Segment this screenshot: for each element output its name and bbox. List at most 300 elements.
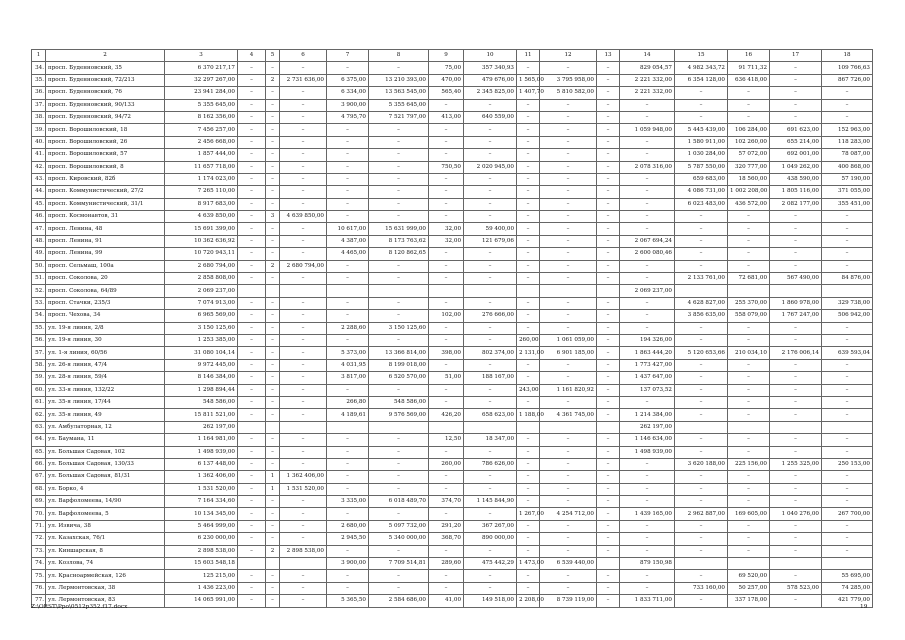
value-cell: 548 586,00 <box>165 396 238 408</box>
value-cell: – <box>770 87 822 99</box>
value-cell: – <box>728 334 770 346</box>
value-cell: – <box>238 87 266 99</box>
value-cell: 260,00 <box>429 458 464 470</box>
value-cell: – <box>517 582 540 594</box>
value-cell: – <box>280 235 327 247</box>
value-cell: 57 190,00 <box>822 173 873 185</box>
address-cell: ул. 26-я линия, 47/4 <box>46 359 165 371</box>
value-cell: – <box>517 161 540 173</box>
value-cell: – <box>266 446 280 458</box>
value-cell: – <box>464 211 517 223</box>
value-cell: 74 285,00 <box>822 582 873 594</box>
value-cell: – <box>266 533 280 545</box>
value-cell: – <box>597 570 620 582</box>
value-cell: 1 531 520,00 <box>280 483 327 495</box>
value-cell: – <box>429 396 464 408</box>
value-cell: – <box>597 136 620 148</box>
value-cell: – <box>429 248 464 260</box>
column-number: 9 <box>429 50 464 62</box>
value-cell: – <box>597 223 620 235</box>
value-cell: – <box>266 347 280 359</box>
value-cell: 109 766,63 <box>822 62 873 74</box>
column-number-row <box>32 50 873 62</box>
table-row <box>32 99 873 111</box>
value-cell: – <box>464 359 517 371</box>
value-cell: – <box>464 396 517 408</box>
value-cell: – <box>266 223 280 235</box>
address-cell: ул. 19-я линия, 2/8 <box>46 322 165 334</box>
value-cell: 367 267,00 <box>464 520 517 532</box>
column-number: 3 <box>165 50 238 62</box>
value-cell: – <box>770 434 822 446</box>
value-cell: 1 473,00 <box>517 558 540 570</box>
value-cell: – <box>327 446 369 458</box>
value-cell: – <box>266 520 280 532</box>
table-row <box>32 384 873 396</box>
value-cell: – <box>540 149 597 161</box>
value-cell: – <box>327 186 369 198</box>
value-cell: 2 945,50 <box>327 533 369 545</box>
table-row <box>32 111 873 123</box>
value-cell: – <box>327 198 369 210</box>
value-cell: 565,40 <box>429 87 464 99</box>
value-cell: – <box>620 545 675 557</box>
value-cell: – <box>327 62 369 74</box>
row-number: 52. <box>32 285 46 297</box>
value-cell: – <box>675 409 728 421</box>
table-row <box>32 458 873 470</box>
address-cell: просп. Космонавтов, 31 <box>46 211 165 223</box>
value-cell: – <box>597 434 620 446</box>
value-cell: – <box>369 297 429 309</box>
value-cell: – <box>675 260 728 272</box>
value-cell: – <box>238 471 266 483</box>
row-number: 57. <box>32 347 46 359</box>
value-cell: – <box>540 297 597 309</box>
value-cell: 829 054,57 <box>620 62 675 74</box>
value-cell: – <box>728 223 770 235</box>
value-cell: – <box>675 545 728 557</box>
value-cell: – <box>597 99 620 111</box>
value-cell: – <box>464 582 517 594</box>
value-cell: 57 072,00 <box>728 149 770 161</box>
value-cell: – <box>597 149 620 161</box>
value-cell: 4 982 343,72 <box>675 62 728 74</box>
value-cell: – <box>238 483 266 495</box>
value-cell: – <box>238 458 266 470</box>
value-cell: 1 255 325,00 <box>770 458 822 470</box>
value-cell: 6 354 128,00 <box>675 74 728 86</box>
value-cell: 6 375,00 <box>327 74 369 86</box>
value-cell: 368,70 <box>429 533 464 545</box>
value-cell: 2 680 794,00 <box>165 260 238 272</box>
value-cell: 75,00 <box>429 62 464 74</box>
value-cell: 2 067 694,24 <box>620 235 675 247</box>
value-cell: – <box>597 396 620 408</box>
value-cell: – <box>728 211 770 223</box>
value-cell: 8 146 384,00 <box>165 372 238 384</box>
value-cell: 18 347,00 <box>464 434 517 446</box>
value-cell: – <box>280 396 327 408</box>
value-cell: – <box>327 384 369 396</box>
value-cell: – <box>675 520 728 532</box>
value-cell: – <box>369 62 429 74</box>
value-cell <box>266 285 280 297</box>
value-cell <box>728 421 770 433</box>
value-cell: 4 628 827,00 <box>675 297 728 309</box>
value-cell: – <box>675 248 728 260</box>
value-cell: – <box>597 186 620 198</box>
value-cell: – <box>266 396 280 408</box>
value-cell: – <box>597 545 620 557</box>
row-number: 70. <box>32 508 46 520</box>
value-cell: – <box>464 508 517 520</box>
value-cell: 558 079,00 <box>728 310 770 322</box>
value-cell: 152 963,00 <box>822 124 873 136</box>
value-cell: 2 898 538,00 <box>280 545 327 557</box>
value-cell: – <box>620 111 675 123</box>
value-cell: – <box>770 111 822 123</box>
value-cell: 337 178,00 <box>728 595 770 607</box>
value-cell: – <box>728 483 770 495</box>
value-cell: – <box>369 260 429 272</box>
value-cell: – <box>728 409 770 421</box>
value-cell: – <box>238 570 266 582</box>
value-cell: 636 418,00 <box>728 74 770 86</box>
value-cell: – <box>464 297 517 309</box>
value-cell: – <box>369 446 429 458</box>
value-cell: – <box>540 322 597 334</box>
row-number: 56. <box>32 334 46 346</box>
value-cell: – <box>770 570 822 582</box>
value-cell: 3 817,00 <box>327 372 369 384</box>
value-cell: – <box>464 273 517 285</box>
value-cell: – <box>266 458 280 470</box>
value-cell: – <box>327 273 369 285</box>
value-cell: – <box>597 471 620 483</box>
value-cell: – <box>238 434 266 446</box>
value-cell: 3 900,00 <box>327 558 369 570</box>
value-cell: 1 174 023,00 <box>165 173 238 185</box>
value-cell: 2 600 080,46 <box>620 248 675 260</box>
value-cell: 10 362 636,92 <box>165 235 238 247</box>
value-cell: – <box>327 508 369 520</box>
value-cell <box>369 421 429 433</box>
value-cell: – <box>464 124 517 136</box>
value-cell: 479 676,00 <box>464 74 517 86</box>
value-cell: – <box>540 372 597 384</box>
value-cell: 5 355 645,00 <box>165 99 238 111</box>
value-cell: 1 498 939,00 <box>620 446 675 458</box>
value-cell: 2 584 686,00 <box>369 595 429 607</box>
value-cell: – <box>620 322 675 334</box>
table-row <box>32 496 873 508</box>
value-cell: – <box>540 496 597 508</box>
value-cell: – <box>327 334 369 346</box>
value-cell: – <box>238 582 266 594</box>
value-cell: – <box>822 322 873 334</box>
value-cell: 1 214 384,00 <box>620 409 675 421</box>
value-cell: 102,00 <box>429 310 464 322</box>
value-cell: – <box>327 149 369 161</box>
value-cell: 3 150 125,60 <box>369 322 429 334</box>
value-cell: – <box>280 248 327 260</box>
row-number: 45. <box>32 198 46 210</box>
value-cell: 13 563 545,00 <box>369 87 429 99</box>
row-number: 69. <box>32 496 46 508</box>
value-cell: 59 400,00 <box>464 223 517 235</box>
value-cell: 355 451,00 <box>822 198 873 210</box>
value-cell: 6 230 000,00 <box>165 533 238 545</box>
row-number: 59. <box>32 372 46 384</box>
value-cell: 421 779,00 <box>822 595 873 607</box>
value-cell: 260,00 <box>517 334 540 346</box>
value-cell: – <box>597 384 620 396</box>
value-cell: 276 666,00 <box>464 310 517 322</box>
table-row <box>32 471 873 483</box>
value-cell: 786 626,00 <box>464 458 517 470</box>
address-cell: ул. 35-я линия, 17/44 <box>46 396 165 408</box>
value-cell: – <box>540 446 597 458</box>
value-cell: 255 370,00 <box>728 297 770 309</box>
value-cell: – <box>770 359 822 371</box>
column-number: 18 <box>822 50 873 62</box>
value-cell: – <box>266 595 280 607</box>
value-cell <box>597 421 620 433</box>
value-cell: – <box>728 99 770 111</box>
value-cell: – <box>369 149 429 161</box>
value-cell: – <box>280 111 327 123</box>
value-cell: – <box>266 372 280 384</box>
value-cell: – <box>238 223 266 235</box>
value-cell: – <box>369 310 429 322</box>
value-cell: – <box>327 161 369 173</box>
value-cell: – <box>540 124 597 136</box>
value-cell: – <box>369 384 429 396</box>
table-row <box>32 149 873 161</box>
value-cell: – <box>540 570 597 582</box>
value-cell: – <box>280 297 327 309</box>
value-cell: – <box>429 297 464 309</box>
value-cell: – <box>238 136 266 148</box>
value-cell: – <box>238 273 266 285</box>
value-cell: – <box>266 310 280 322</box>
address-cell: просп. Ленина, 48 <box>46 223 165 235</box>
value-cell: – <box>280 582 327 594</box>
value-cell: – <box>675 334 728 346</box>
value-cell: – <box>540 520 597 532</box>
value-cell: – <box>597 533 620 545</box>
value-cell: 655 214,00 <box>770 136 822 148</box>
column-number: 16 <box>728 50 770 62</box>
table-row <box>32 198 873 210</box>
address-cell: просп. Сельмаш, 100а <box>46 260 165 272</box>
value-cell: – <box>620 186 675 198</box>
value-cell <box>280 421 327 433</box>
value-cell: 84 876,00 <box>822 273 873 285</box>
address-cell: ул. Борко, 4 <box>46 483 165 495</box>
value-cell: 1 061 059,00 <box>540 334 597 346</box>
value-cell: – <box>540 198 597 210</box>
value-cell <box>327 421 369 433</box>
table-row <box>32 260 873 272</box>
value-cell: – <box>517 235 540 247</box>
value-cell: – <box>770 322 822 334</box>
value-cell: – <box>327 260 369 272</box>
value-cell: – <box>369 471 429 483</box>
value-cell: – <box>327 458 369 470</box>
value-cell <box>675 558 728 570</box>
value-cell: – <box>517 99 540 111</box>
value-cell: – <box>280 347 327 359</box>
address-cell: просп. Кировский, 82б <box>46 173 165 185</box>
value-cell: – <box>675 87 728 99</box>
value-cell: – <box>369 273 429 285</box>
value-cell: 51,00 <box>429 372 464 384</box>
value-cell: – <box>540 223 597 235</box>
value-cell: 1 164 981,00 <box>165 434 238 446</box>
row-number: 49. <box>32 248 46 260</box>
value-cell: 31 080 104,14 <box>165 347 238 359</box>
value-cell: – <box>238 372 266 384</box>
value-cell: – <box>238 124 266 136</box>
value-cell: – <box>429 322 464 334</box>
value-cell: – <box>822 533 873 545</box>
value-cell: – <box>429 211 464 223</box>
value-cell: – <box>238 496 266 508</box>
value-cell: 10 617,00 <box>327 223 369 235</box>
value-cell: – <box>266 570 280 582</box>
value-cell: 1 002 208,00 <box>728 186 770 198</box>
value-cell: – <box>280 186 327 198</box>
value-cell: 169 605,00 <box>728 508 770 520</box>
value-cell: – <box>728 446 770 458</box>
value-cell: – <box>517 198 540 210</box>
value-cell: – <box>822 359 873 371</box>
value-cell: – <box>597 496 620 508</box>
table-row <box>32 136 873 148</box>
table-row <box>32 446 873 458</box>
value-cell: – <box>517 396 540 408</box>
value-cell: 8 162 356,00 <box>165 111 238 123</box>
value-cell <box>280 285 327 297</box>
value-cell: – <box>770 496 822 508</box>
address-cell: ул. 1-я линия, 60/56 <box>46 347 165 359</box>
value-cell: 548 586,00 <box>369 396 429 408</box>
value-cell: – <box>369 173 429 185</box>
value-cell: – <box>540 235 597 247</box>
value-cell: – <box>675 111 728 123</box>
value-cell: 4 639 850,00 <box>165 211 238 223</box>
table-row <box>32 235 873 247</box>
value-cell: – <box>597 173 620 185</box>
value-cell: – <box>327 570 369 582</box>
value-cell: – <box>266 124 280 136</box>
value-cell: – <box>597 161 620 173</box>
value-cell: – <box>540 173 597 185</box>
value-cell <box>429 421 464 433</box>
value-cell: 1 407,70 <box>517 87 540 99</box>
column-number: 10 <box>464 50 517 62</box>
address-cell: просп. Буденновский, 35 <box>46 62 165 74</box>
value-cell: – <box>429 483 464 495</box>
value-cell: 470,00 <box>429 74 464 86</box>
value-cell: – <box>266 322 280 334</box>
value-cell: – <box>728 545 770 557</box>
value-cell: – <box>597 273 620 285</box>
row-number: 64. <box>32 434 46 446</box>
value-cell: – <box>369 161 429 173</box>
value-cell: – <box>822 99 873 111</box>
value-cell: – <box>266 508 280 520</box>
value-cell: – <box>620 211 675 223</box>
value-cell: 1 145 844,90 <box>464 496 517 508</box>
table-row <box>32 285 873 297</box>
value-cell <box>517 421 540 433</box>
value-cell: 1 833 711,00 <box>620 595 675 607</box>
value-cell: 5 355 645,00 <box>369 99 429 111</box>
value-cell: 2 208,00 <box>517 595 540 607</box>
table-row <box>32 297 873 309</box>
value-cell: 10 720 943,11 <box>165 248 238 260</box>
value-cell: 374,70 <box>429 496 464 508</box>
value-cell: – <box>517 124 540 136</box>
value-cell: – <box>464 471 517 483</box>
value-cell: – <box>429 508 464 520</box>
value-cell: – <box>620 136 675 148</box>
value-cell: – <box>369 508 429 520</box>
value-cell: – <box>728 359 770 371</box>
column-number: 5 <box>266 50 280 62</box>
row-number: 41. <box>32 149 46 161</box>
value-cell: 7 521 797,00 <box>369 111 429 123</box>
value-cell: – <box>266 297 280 309</box>
value-cell: – <box>429 198 464 210</box>
value-cell: – <box>517 149 540 161</box>
value-cell: 1 863 444,20 <box>620 347 675 359</box>
value-cell: 289,60 <box>429 558 464 570</box>
value-cell: – <box>540 359 597 371</box>
value-cell: – <box>266 136 280 148</box>
address-cell: ул. Красноармейская, 126 <box>46 570 165 582</box>
value-cell: – <box>517 483 540 495</box>
value-cell: – <box>238 359 266 371</box>
value-cell: – <box>597 334 620 346</box>
value-cell: 398,00 <box>429 347 464 359</box>
value-cell: – <box>770 211 822 223</box>
value-cell: 137 073,52 <box>620 384 675 396</box>
value-cell: – <box>675 483 728 495</box>
table-row <box>32 248 873 260</box>
value-cell: – <box>280 223 327 235</box>
value-cell: 6 370 217,17 <box>165 62 238 74</box>
value-cell: – <box>597 458 620 470</box>
value-cell: – <box>517 533 540 545</box>
table-row <box>32 310 873 322</box>
value-cell: – <box>770 595 822 607</box>
value-cell: – <box>266 87 280 99</box>
value-cell: – <box>238 211 266 223</box>
address-cell: ул. Амбулаторная, 12 <box>46 421 165 433</box>
value-cell: – <box>620 223 675 235</box>
value-cell: – <box>517 520 540 532</box>
value-cell <box>770 421 822 433</box>
value-cell: – <box>517 62 540 74</box>
address-cell: ул. 35-я линия, 49 <box>46 409 165 421</box>
value-cell: 262 197,00 <box>620 421 675 433</box>
value-cell: – <box>327 211 369 223</box>
value-cell: – <box>266 273 280 285</box>
